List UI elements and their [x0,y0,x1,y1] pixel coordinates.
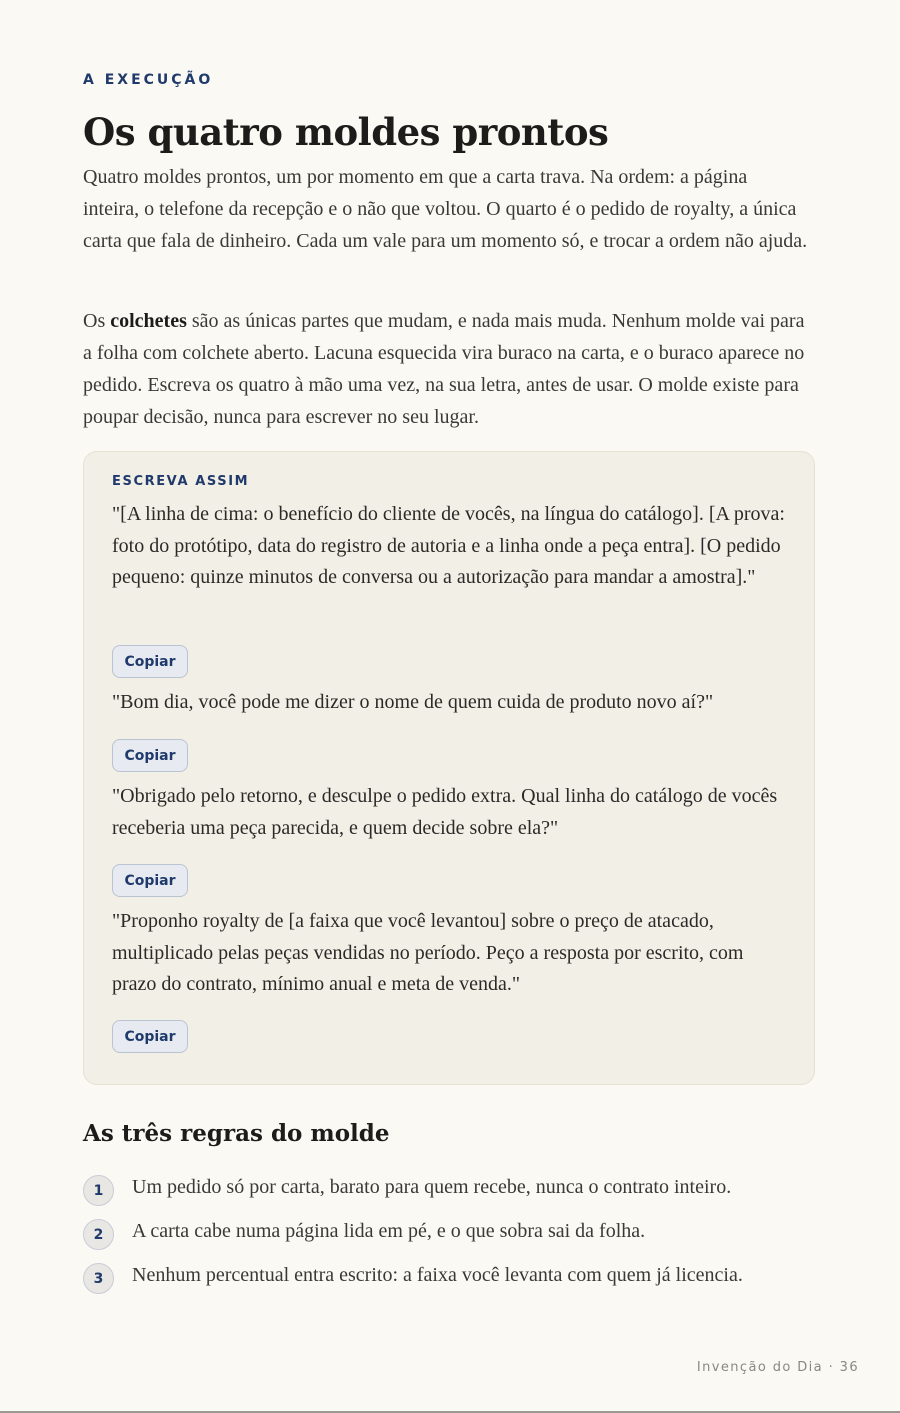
rule-item [83,1175,731,1206]
copy-button-1[interactable]: Copiar [112,645,188,678]
rule-number-badge: 1 [83,1175,114,1206]
template-text-1: "[A linha de cima: o benefício do cliente de vocês, na língua do catálogo]. [A prova: foto do protótipo, data do registro de autoria e a linha onde a peça entra]. [O pedido pequeno: quinze minutos de conversa ou a autorização para mandar a amostra]." [112,503,785,588]
rule-text: Nenhum percentual entra escrito: a faixa você levanta com quem já licencia. [132,1264,743,1286]
rule-text: A carta cabe numa página lida em pé, e o que sobra sai da folha. [132,1220,646,1242]
templates-card-label: ESCREVA ASSIM [112,474,250,489]
intro-paragraph-1: Quatro moldes prontos, um por momento em que a carta trava. Na ordem: a página inteira, o telefone da recepção e o não que voltou. O quarto é o pedido de royalty, a única carta que fala de dinheiro. Cada um vale para um momento só, e trocar a ordem não ajuda. [83,166,808,252]
rule-text: Um pedido só por carta, barato para quem recebe, nunca o contrato inteiro. [132,1176,732,1198]
template-text-2: "Bom dia, você pode me dizer o nome de quem cuida de produto novo aí?" [112,691,714,713]
intro-p2-start: Os [83,310,111,332]
copy-button-3[interactable]: Copiar [112,864,188,897]
intro-p2-bold: colchetes [110,310,187,332]
page-footer: Invenção do Dia · 36 [696,1360,859,1375]
rule-item [83,1219,645,1250]
rule-number-badge: 3 [83,1263,114,1294]
copy-button-2[interactable]: Copiar [112,739,188,772]
rule-number-badge: 2 [83,1219,114,1250]
rule-item [83,1263,743,1294]
copy-button-4[interactable]: Copiar [112,1020,188,1053]
rules-heading: As três regras do molde [83,1120,390,1147]
intro-p2-end: são as únicas partes que mudam, e nada mais muda. Nenhum molde vai para a folha com colchete aberto. Lacuna esquecida vira buraco na carta, e o buraco aparece no pedido. Escreva os quatro à mão uma vez, na sua letra, antes de usar. O molde existe para poupar decisão, nunca para escrever no seu lugar. [83,310,805,428]
intro-paragraph-2 [83,305,808,433]
template-text-3: "Obrigado pelo retorno, e desculpe o pedido extra. Qual linha do catálogo de vocês receberia uma peça parecida, e quem decide sobre ela?" [112,785,778,839]
template-text-4: "Proponho royalty de [a faixa que você levantou] sobre o preço de atacado, multiplicado pelas peças vendidas no período. Peço a resposta por escrito, com prazo do contrato, mínimo anual e meta de venda." [112,910,744,995]
section-eyebrow: A EXECUÇÃO [83,72,214,88]
page-title: Os quatro moldes prontos [83,110,609,154]
